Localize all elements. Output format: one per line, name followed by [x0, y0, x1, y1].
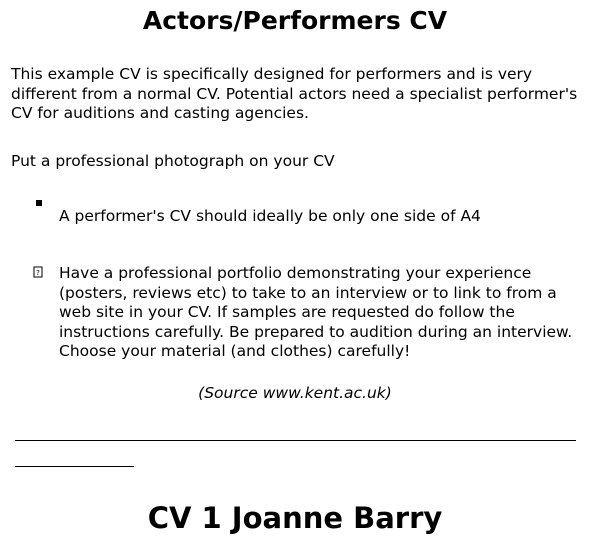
filled-square-bullet-icon [36, 200, 42, 206]
bullet-item-portfolio: Have a professional portfolio demonstrating your experience (posters, reviews etc) to take to an interview or to link to from a web site in your CV. If samples are requested do follow the instructions carefully. Be prepared to audition during an interview. Choose your material (and clothes) carefully! [59, 264, 573, 360]
missing-glyph-bullet-icon [33, 266, 43, 278]
svg-text:?: ? [36, 269, 40, 277]
photo-advice-line: Put a professional photograph on your CV [11, 152, 335, 170]
intro-paragraph: This example CV is specifically designed for performers and is very different from a normal CV. Potential actors need a specialist performer's CV for auditions and casting agencies. [11, 65, 578, 122]
bullet-item-one-page: A performer's CV should ideally be only one side of A4 [59, 207, 481, 225]
separator-line [15, 440, 576, 441]
source-citation: (Source www.kent.ac.uk) [198, 384, 392, 402]
cv-heading: CV 1 Joanne Barry [147, 501, 443, 535]
document-title: Actors/Performers CV [142, 6, 448, 35]
separator-line-short [15, 466, 134, 467]
